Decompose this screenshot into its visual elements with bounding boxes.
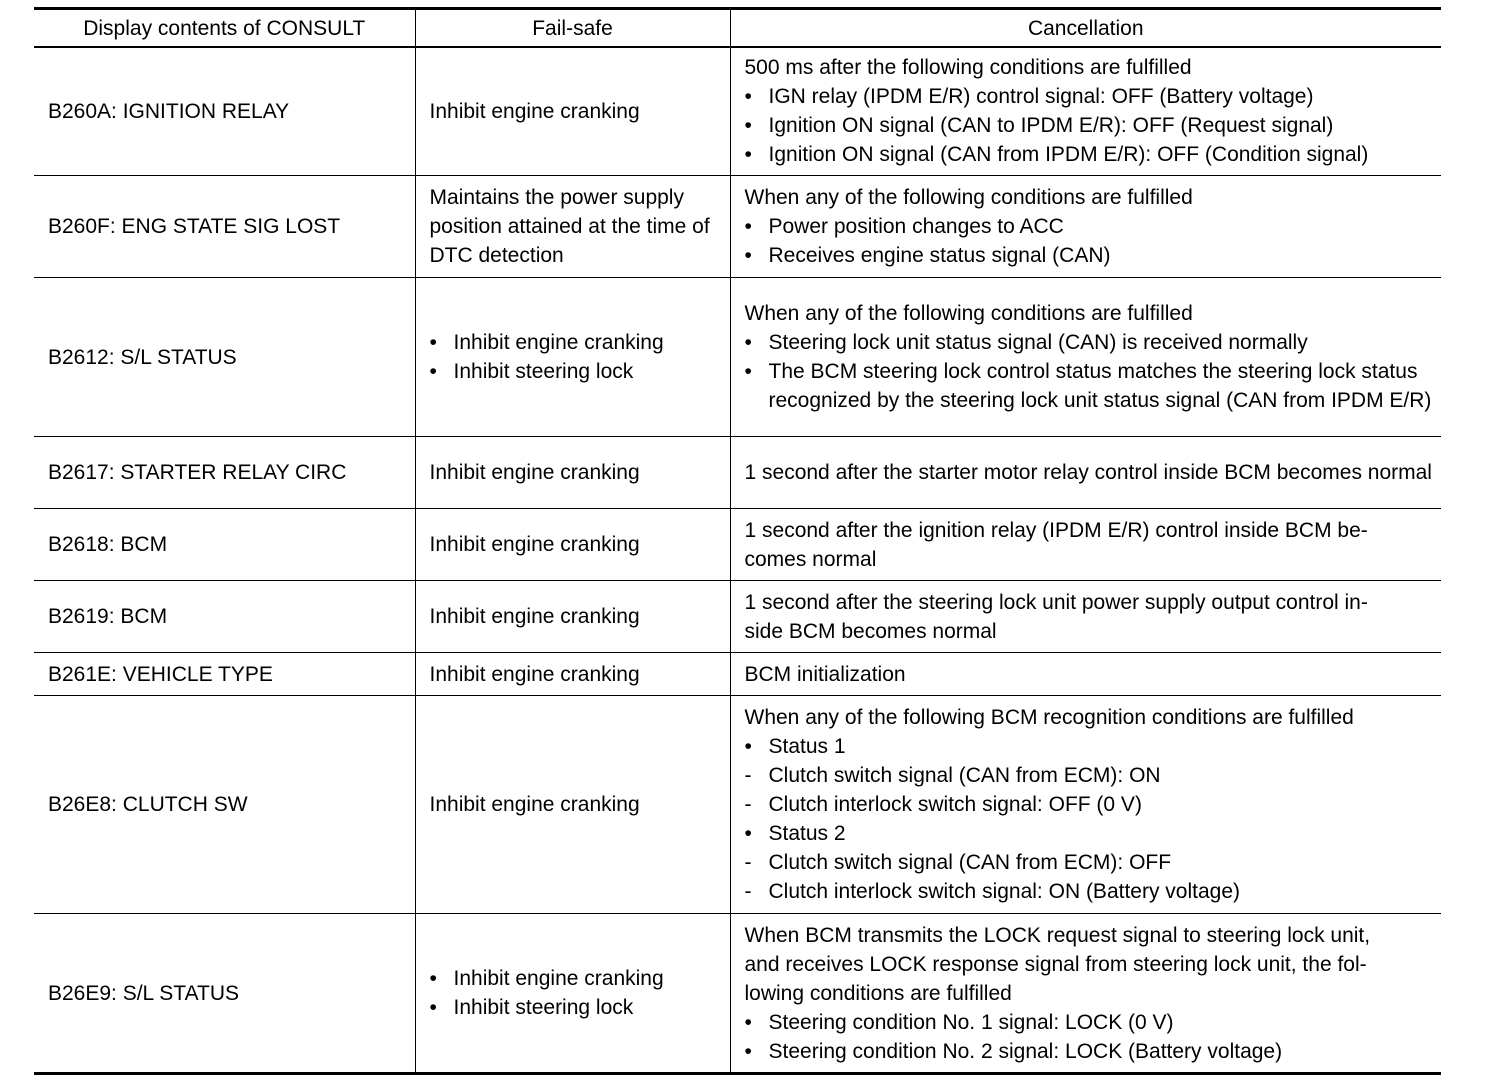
list-item-text: Steering condition No. 2 signal: LOCK (Battery voltage) <box>768 1039 1283 1063</box>
bullet-marker: • <box>429 331 437 354</box>
bullet-marker: • <box>429 360 437 383</box>
fail-safe-cell <box>415 176 730 278</box>
list-item-text: Status 1 <box>768 735 846 758</box>
cell-text: 1 second after the steering lock unit power supply output control in- <box>744 590 1368 614</box>
list-item <box>745 357 1436 415</box>
bullet-marker: • <box>744 1039 752 1063</box>
cell-text: Inhibit engine cranking <box>429 461 640 484</box>
dash-marker: - <box>744 764 752 787</box>
list-item-text: Inhibit steering lock <box>453 360 634 383</box>
display-contents-cell: B2612: S/L STATUS <box>34 278 415 437</box>
table-header <box>34 9 1441 47</box>
failsafe-table <box>34 7 1441 1075</box>
cancellation-cell <box>730 176 1441 278</box>
bullet-marker: • <box>744 1010 752 1034</box>
list-item <box>430 357 722 386</box>
list-item-text: Clutch switch signal (CAN from ECM): ON <box>768 764 1161 787</box>
bullet-marker: • <box>744 244 752 267</box>
cell-text: 500 ms after the following conditions are fulfilled <box>744 56 1192 80</box>
display-contents-cell: B261E: VEHICLE TYPE <box>34 653 415 696</box>
list-item <box>745 761 1436 790</box>
list-item <box>745 732 1436 761</box>
bullet-marker: • <box>744 822 752 845</box>
bullet-marker: • <box>744 735 752 758</box>
cancellation-cell <box>730 437 1441 509</box>
display-contents-cell: B26E9: S/L STATUS <box>34 914 415 1074</box>
list-item-text: Clutch interlock switch signal: OFF (0 V) <box>768 793 1142 816</box>
list-item-text: IGN relay (IPDM E/R) control signal: OFF (Battery voltage) <box>768 85 1314 109</box>
list-item <box>745 82 1436 111</box>
fail-safe-cell <box>415 47 730 176</box>
table-row <box>34 509 1441 581</box>
display-contents-cell: B26E8: CLUTCH SW <box>34 696 415 914</box>
cell-text: When any of the following conditions are fulfilled <box>744 302 1193 325</box>
cell-text: comes normal <box>744 547 877 571</box>
cancellation-cell <box>730 581 1441 653</box>
list-item <box>745 328 1436 357</box>
list-item-text: Steering condition No. 1 signal: LOCK (0 V) <box>768 1010 1174 1034</box>
display-contents-cell: B2618: BCM <box>34 509 415 581</box>
table-row <box>34 581 1441 653</box>
display-contents-cell: B260A: IGNITION RELAY <box>48 99 290 123</box>
list-item <box>745 790 1436 819</box>
fail-safe-cell <box>415 509 730 581</box>
bullet-marker: • <box>744 85 752 109</box>
list-item <box>745 140 1436 169</box>
cell-text: When any of the following conditions are fulfilled <box>744 186 1193 209</box>
fail-safe-cell <box>415 914 730 1074</box>
cancellation-cell <box>730 914 1441 1074</box>
fail-safe-cell <box>415 437 730 509</box>
list-item-text: Steering lock unit status signal (CAN) is received normally <box>768 331 1308 354</box>
table-row <box>34 278 1441 437</box>
list-item <box>745 1037 1436 1066</box>
bullet-marker: • <box>744 143 752 167</box>
fail-safe-cell <box>415 278 730 437</box>
fail-safe-cell <box>415 581 730 653</box>
list-item-text: The BCM steering lock control status matches the steering lock status recognized by the steering lock unit status signal (CAN from IPDM E/R) <box>768 360 1432 412</box>
cancellation-cell <box>730 653 1441 696</box>
table-row <box>34 437 1441 509</box>
list-item <box>430 964 722 993</box>
cell-text: Maintains the power supply position attained at the time of DTC detection <box>429 186 710 267</box>
dash-marker: - <box>744 851 752 874</box>
display-contents-cell: B2619: BCM <box>34 581 415 653</box>
header-fail-safe: Fail-safe <box>415 9 730 47</box>
cell-text: When BCM transmits the LOCK request signal to steering lock unit, <box>744 923 1371 947</box>
cell-text: side BCM becomes normal <box>744 619 997 643</box>
dash-marker: - <box>744 793 752 816</box>
list-item-text: Ignition ON signal (CAN to IPDM E/R): OFF (Request signal) <box>768 114 1334 138</box>
cell-text: Inhibit engine cranking <box>429 533 640 556</box>
table-row <box>34 176 1441 278</box>
list-item-text: Clutch switch signal (CAN from ECM): OFF <box>768 851 1172 874</box>
list-item-text: Ignition ON signal (CAN from IPDM E/R): OFF (Condition signal) <box>768 143 1369 167</box>
cell-text: Inhibit engine cranking <box>429 605 640 628</box>
bullet-marker: • <box>744 360 752 383</box>
cancellation-cell <box>730 47 1441 176</box>
header-display-contents: Display contents of CONSULT <box>34 9 415 47</box>
cell-text: Inhibit engine cranking <box>429 99 640 123</box>
list-item-text: Receives engine status signal (CAN) <box>768 244 1111 267</box>
table-row <box>34 47 1441 176</box>
list-item <box>745 241 1436 270</box>
list-item <box>745 1008 1436 1037</box>
list-item <box>430 328 722 357</box>
display-contents-cell: B260F: ENG STATE SIG LOST <box>34 176 415 278</box>
bullet-marker: • <box>429 967 437 990</box>
dash-marker: - <box>744 880 752 903</box>
header-row <box>34 9 1441 47</box>
cell-text: Inhibit engine cranking <box>429 662 640 686</box>
bullet-marker: • <box>744 215 752 238</box>
cell-text: and receives LOCK response signal from steering lock unit, the fol- <box>744 952 1367 976</box>
table-body <box>34 47 1441 1074</box>
cell-text: Inhibit engine cranking <box>429 793 640 816</box>
cancellation-cell <box>730 509 1441 581</box>
cell-text: lowing conditions are fulfilled <box>744 981 1012 1005</box>
list-item-text: Clutch interlock switch signal: ON (Battery voltage) <box>768 880 1241 903</box>
cell-text: 1 second after the starter motor relay control inside BCM becomes normal <box>744 461 1432 484</box>
bullet-marker: • <box>429 996 437 1019</box>
list-item-text: Inhibit steering lock <box>453 996 634 1019</box>
bullet-marker: • <box>744 331 752 354</box>
table-row <box>34 653 1441 696</box>
list-item-text: Inhibit engine cranking <box>453 331 664 354</box>
fail-safe-cell <box>415 653 730 696</box>
list-item <box>745 877 1436 906</box>
cancellation-cell <box>730 278 1441 437</box>
list-item-text: Status 2 <box>768 822 846 845</box>
list-item-text: Inhibit engine cranking <box>453 967 664 990</box>
table-row <box>34 696 1441 914</box>
bullet-marker: • <box>744 114 752 138</box>
list-item <box>745 111 1436 140</box>
list-item <box>745 212 1436 241</box>
list-item <box>745 819 1436 848</box>
display-contents-cell: B2617: STARTER RELAY CIRC <box>34 437 415 509</box>
fail-safe-cell <box>415 696 730 914</box>
cancellation-cell <box>730 696 1441 914</box>
list-item <box>430 993 722 1022</box>
cell-text: 1 second after the ignition relay (IPDM E/R) control inside BCM be- <box>744 518 1368 542</box>
header-cancellation: Cancellation <box>730 9 1441 47</box>
table-row <box>34 914 1441 1074</box>
cell-text: When any of the following BCM recognition conditions are fulfilled <box>744 706 1354 729</box>
list-item <box>745 848 1436 877</box>
list-item-text: Power position changes to ACC <box>768 215 1064 238</box>
cell-text: BCM initialization <box>744 662 906 686</box>
